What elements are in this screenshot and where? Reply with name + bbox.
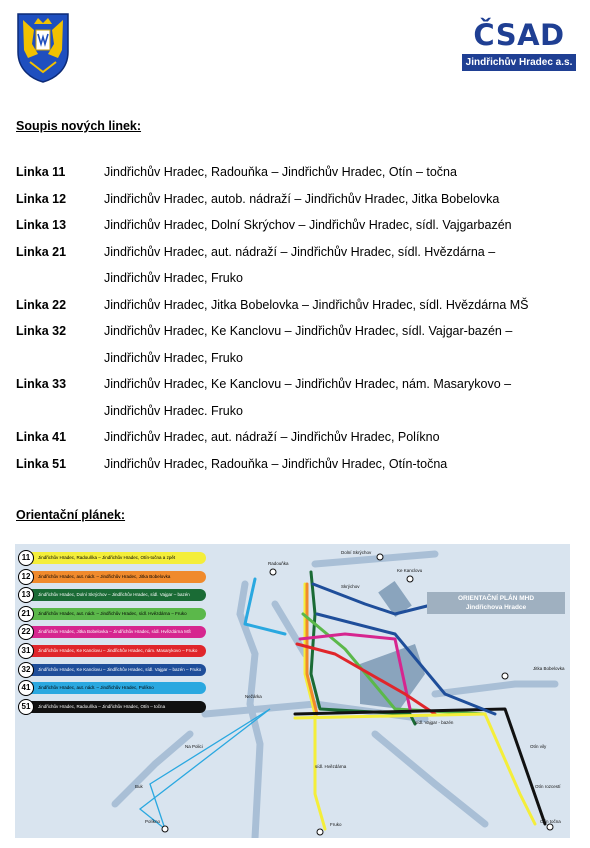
legend-item [18, 699, 206, 715]
line-label: Linka 51 [16, 456, 67, 471]
stop-label: sídl. Hvězdárna [315, 764, 347, 769]
list-item [16, 186, 576, 213]
line-route: Jindřichův Hradec, aut. nádraží – Jindřichův Hradec, Políkno [104, 430, 440, 444]
legend-number: 21 [18, 606, 34, 622]
stop-label: Políkno [145, 819, 161, 824]
line-label: Linka 13 [16, 218, 67, 232]
line-route: Jindřichův Hradec, Radouňka – Jindřichův Hradec, Otín – točna [104, 165, 457, 179]
map-title-box [427, 592, 565, 614]
legend-number: 41 [18, 680, 34, 696]
list-item [16, 159, 576, 186]
logo-sub-text: Jindřichův Hradec a.s. [462, 54, 576, 71]
legend-text: Jindřichův Hradec, aut. nádr. – Jindřichův Hradec, sídl. Hvězdárna – Fruko [26, 608, 206, 620]
line-label: Linka 41 [16, 430, 67, 444]
stop-label: sídl. Vajgar - bazén [415, 720, 454, 725]
legend-number: 11 [18, 550, 34, 566]
legend-item [18, 662, 206, 678]
csad-logo [462, 18, 576, 76]
line-label: Linka 21 [16, 244, 67, 259]
stop-label: Dolní Skrýchov [341, 550, 372, 555]
legend-number: 13 [18, 587, 34, 603]
legend-number: 12 [18, 569, 34, 585]
stop-label: Jitka Bobelovka [533, 666, 565, 671]
logo-main-text: ČSAD [473, 18, 565, 52]
stop-label: Nežárka [245, 694, 262, 699]
stop-label: Otín vily [530, 744, 547, 749]
route-map [15, 544, 570, 838]
legend-text: Jindřichův Hradec, Dolní Skrýchov – Jindřichův Hradec, sídl. Vajgar – bazén [26, 589, 206, 601]
stop-label: Na Polici [185, 744, 203, 749]
line-route: Jindřichův Hradec, aut. nádraží – Jindřichův Hradec, sídl. Hvězdárna – [104, 244, 496, 259]
line-route: Jindřichův Hradec, autob. nádraží – Jindřichův Hradec, Jitka Bobelovka [104, 191, 500, 206]
list-item [16, 371, 576, 398]
legend-item [18, 643, 206, 659]
legend-item [18, 624, 206, 640]
list-item [16, 212, 576, 239]
legend-text: Jindřichův Hradec, Jitka Bobelovka – Jindřichův Hradec, sídl. Hvězdárna MŠ [26, 626, 206, 638]
legend-item [18, 680, 206, 696]
line-route: Jindřichův Hradec, Dolní Skrýchov – Jindřichův Hradec, sídl. Vajgarbazén [104, 218, 512, 232]
stop-label: Otín točna [540, 819, 561, 824]
lines-list [16, 159, 576, 477]
line-label: Linka 11 [16, 165, 66, 179]
line-route-continuation: Jindřichův Hradec. Fruko [104, 403, 243, 418]
line-route: Jindřichův Hradec, Jitka Bobelovka – Jindřichův Hradec, sídl. Hvězdárna MŠ [104, 297, 529, 312]
legend-text: Jindřichův Hradec, Ke Kanclovu – Jindřichův Hradec, nám. Masarykovo – Fruko [26, 645, 206, 657]
map-section-heading: Orientační plánek: [16, 508, 126, 522]
legend-item [18, 587, 206, 603]
list-item [16, 424, 576, 451]
line-route: Jindřichův Hradec, Radouňka – Jindřichův Hradec, Otín-točna [104, 456, 448, 471]
list-item-continuation [16, 265, 576, 292]
line-label: Linka 22 [16, 297, 67, 312]
line-label: Linka 12 [16, 191, 67, 206]
legend-text: Jindřichův Hradec, aut. nádr. – Jindřichův Hradec, Jitka Bobelovka [26, 571, 206, 583]
coat-of-arms-image [12, 10, 74, 84]
legend-number: 31 [18, 643, 34, 659]
lines-section-heading: Soupis nových linek: [16, 119, 142, 133]
stop-label: Buk [135, 784, 143, 789]
line-route-continuation: Jindřichův Hradec, Fruko [104, 271, 243, 285]
legend-text: Jindřichův Hradec, Radouňka – Jindřichův Hradec, Otín-točna a zpět [26, 552, 206, 564]
stop-label: Skrýchov [341, 584, 360, 589]
line-route: Jindřichův Hradec, Ke Kanclovu – Jindřichův Hradec, nám. Masarykovo – [104, 377, 512, 391]
line-route-continuation: Jindřichův Hradec, Fruko [104, 350, 243, 365]
legend-item [18, 550, 206, 566]
line-route: Jindřichův Hradec, Ke Kanclovu – Jindřichův Hradec, sídl. Vajgar-bazén – [104, 324, 513, 338]
legend-number: 51 [18, 699, 34, 715]
legend-item [18, 569, 206, 585]
map-legend [18, 550, 206, 717]
legend-text: Jindřichův Hradec, Radouňka – Jindřichův Hradec, Otín – točna [26, 701, 206, 713]
list-item [16, 239, 576, 266]
list-item-continuation [16, 345, 576, 372]
legend-number: 22 [18, 624, 34, 640]
legend-item [18, 606, 206, 622]
map-title: ORIENTAČNÍ PLÁN MHD [457, 595, 535, 602]
stop-label: Fruko [330, 822, 342, 827]
list-item [16, 451, 576, 478]
legend-text: Jindřichův Hradec, aut. nádr. – Jindřichův Hradec, Políkno [26, 682, 206, 694]
legend-text: Jindřichův Hradec, Ke Kanclovu – Jindřichův Hradec, sídl. Vajgar – bazén – Fruko [26, 664, 206, 676]
list-item [16, 318, 576, 345]
list-item [16, 292, 576, 319]
line-label: Linka 33 [16, 377, 67, 391]
map-subtitle: Jindřichova Hradce [465, 604, 527, 611]
stop-label: Otín rozcestí [535, 784, 561, 789]
stop-label: Radouňka [268, 561, 289, 566]
line-label: Linka 32 [16, 324, 67, 338]
list-item-continuation [16, 398, 576, 425]
stop-label: Ke Kanclovu [397, 568, 423, 573]
legend-number: 32 [18, 662, 34, 678]
